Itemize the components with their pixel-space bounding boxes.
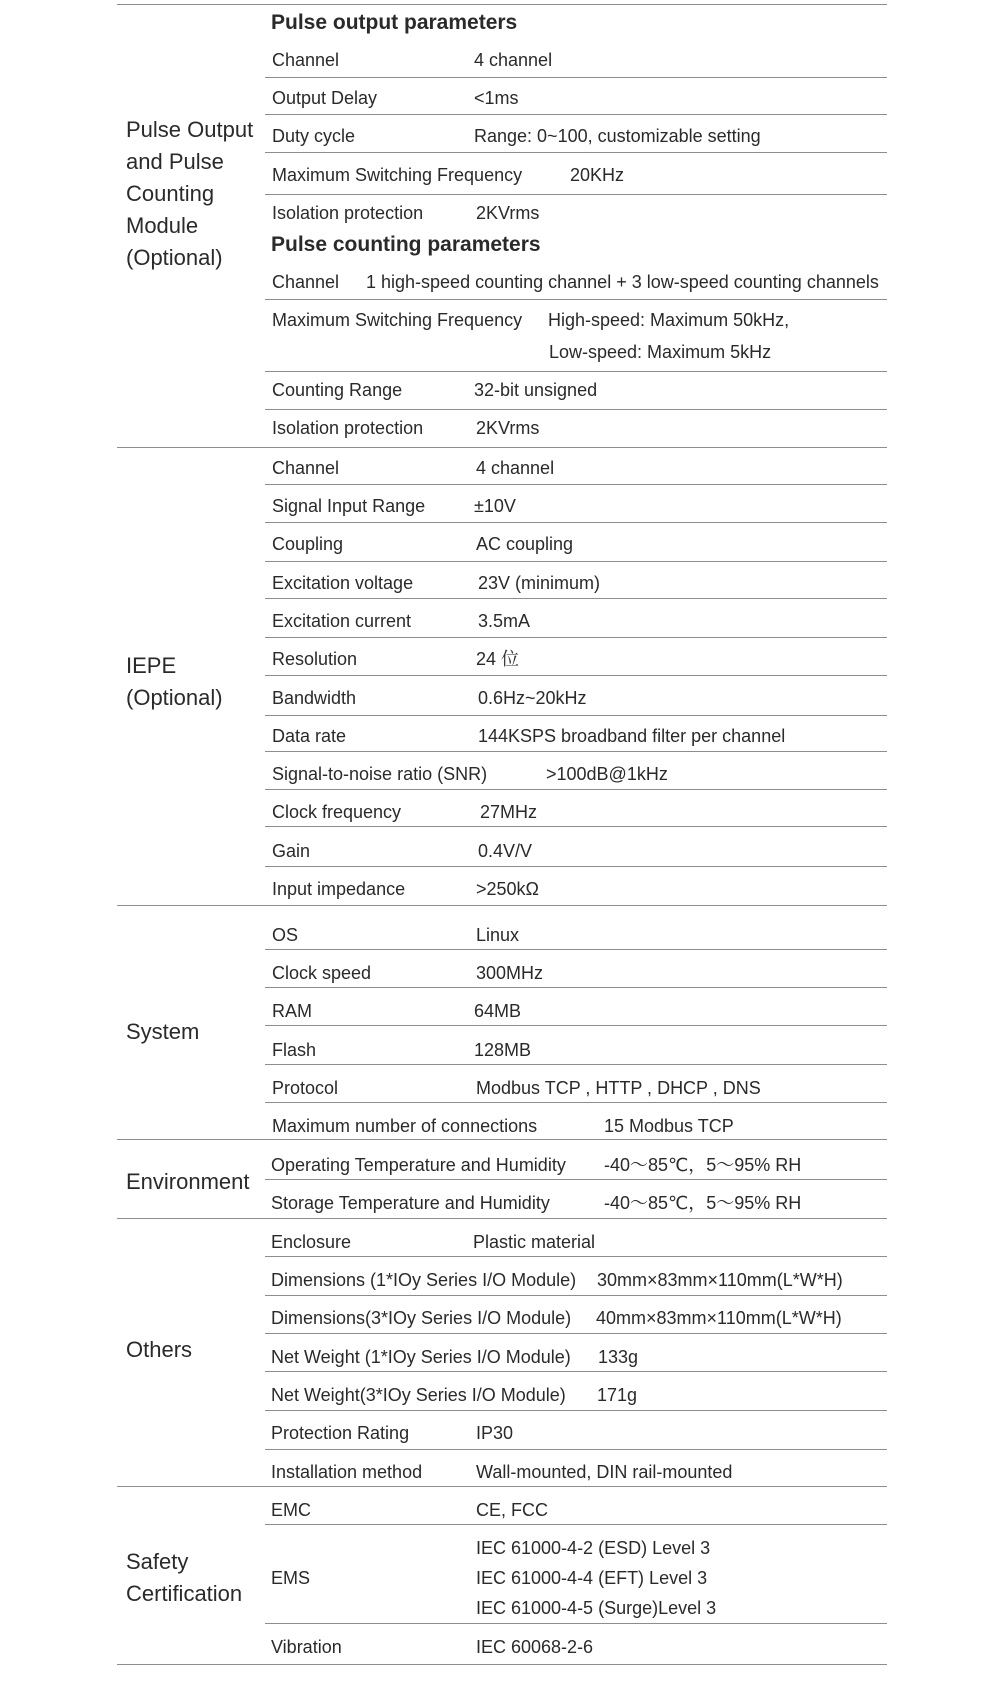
table-bottom-border	[117, 1664, 887, 1665]
spec-label: Channel	[272, 458, 340, 478]
spec-value: IP30	[476, 1423, 514, 1443]
row-divider	[265, 715, 887, 716]
row-divider	[265, 1333, 887, 1334]
spec-value: >250kΩ	[476, 879, 539, 899]
spec-value: 300MHz	[476, 963, 544, 983]
row-divider	[265, 1295, 887, 1296]
spec-value: Wall-mounted, DIN rail-mounted	[476, 1462, 733, 1482]
section-divider-safety	[117, 1486, 887, 1487]
row-divider	[265, 484, 887, 485]
row-divider	[265, 1623, 887, 1624]
spec-label: RAM	[272, 1001, 312, 1021]
spec-label: Maximum number of connections	[272, 1116, 538, 1136]
row-divider	[265, 1025, 887, 1026]
spec-value: 64MB	[474, 1001, 522, 1021]
spec-label: Isolation protection	[272, 418, 424, 438]
spec-value: 171g	[597, 1385, 638, 1405]
spec-value: <1ms	[474, 88, 519, 108]
spec-label: Clock speed	[272, 963, 372, 983]
spec-label: Net Weight(3*IOy Series I/O Module)	[271, 1385, 566, 1405]
spec-label: Isolation protection	[272, 203, 424, 223]
row-divider	[265, 1179, 887, 1180]
row-divider	[265, 152, 887, 153]
spec-label: Excitation voltage	[272, 573, 414, 593]
spec-label: EMC	[271, 1500, 311, 1520]
section-divider-iepe	[117, 447, 887, 448]
spec-value: 40mm×83mm×110mm(L*W*H)	[596, 1308, 842, 1328]
spec-value: 144KSPS broadband filter per channel	[478, 726, 786, 746]
spec-label: Data rate	[272, 726, 347, 746]
section-title-pulse-counting: Pulse counting parameters	[271, 233, 541, 256]
spec-label: Maximum Switching Frequency	[272, 165, 523, 185]
row-divider	[265, 675, 887, 676]
spec-label: Flash	[272, 1040, 317, 1060]
section-divider-environment	[117, 1139, 887, 1140]
spec-label: Protection Rating	[271, 1423, 410, 1443]
row-divider	[265, 1064, 887, 1065]
spec-label: Clock frequency	[272, 802, 402, 822]
row-divider	[265, 1524, 887, 1525]
table-top-border	[117, 4, 887, 5]
spec-label: Protocol	[272, 1078, 339, 1098]
spec-label: Resolution	[272, 649, 358, 669]
spec-value: 2KVrms	[476, 203, 540, 223]
spec-label: Vibration	[271, 1637, 342, 1657]
spec-value-line2: Low-speed: Maximum 5kHz	[549, 342, 772, 362]
spec-label: EMS	[271, 1568, 311, 1588]
spec-label: Dimensions(3*IOy Series I/O Module)	[271, 1308, 572, 1328]
spec-value: 0.4V/V	[478, 841, 533, 861]
spec-label: Counting Range	[272, 380, 403, 400]
category-others: Others	[126, 1337, 193, 1362]
spec-value-line3: IEC 61000-4-5 (Surge)Level 3	[476, 1598, 717, 1618]
spec-value: -40～85℃，5～95% RH	[604, 1193, 802, 1213]
spec-label: Enclosure	[271, 1232, 352, 1252]
section-divider-others	[117, 1218, 887, 1219]
spec-value: Linux	[476, 925, 520, 945]
spec-value: -40～85℃，5～95% RH	[604, 1155, 802, 1175]
spec-label: Channel	[272, 272, 340, 292]
section-title-pulse-output: Pulse output parameters	[271, 11, 518, 34]
spec-value: High-speed: Maximum 50kHz,	[548, 310, 790, 330]
row-divider	[265, 371, 887, 372]
row-divider	[265, 299, 887, 300]
row-divider	[265, 1102, 887, 1103]
spec-label: Installation method	[271, 1462, 423, 1482]
spec-value: AC coupling	[476, 534, 574, 554]
row-divider	[265, 789, 887, 790]
spec-value: Modbus TCP , HTTP , DHCP , DNS	[476, 1078, 761, 1098]
row-divider	[265, 522, 887, 523]
spec-label: Coupling	[272, 534, 344, 554]
spec-value: ±10V	[474, 496, 516, 516]
category-environment: Environment	[126, 1169, 250, 1194]
spec-label: Duty cycle	[272, 126, 356, 146]
spec-label: Dimensions (1*IOy Series I/O Module)	[271, 1270, 577, 1290]
spec-value: 4 channel	[474, 50, 553, 70]
spec-value-line2: IEC 61000-4-4 (EFT) Level 3	[476, 1568, 708, 1588]
spec-value: 23V (minimum)	[478, 573, 601, 593]
spec-label: Net Weight (1*IOy Series I/O Module)	[271, 1347, 571, 1367]
spec-label: Signal-to-noise ratio (SNR)	[272, 764, 488, 784]
spec-value: 20KHz	[570, 165, 625, 185]
category-safety: Safety Certification	[126, 1549, 243, 1606]
spec-value: >100dB@1kHz	[546, 764, 668, 784]
spec-value: 133g	[598, 1347, 639, 1367]
row-divider	[265, 1449, 887, 1450]
spec-value: 24 位	[476, 649, 520, 669]
row-divider	[265, 598, 887, 599]
row-divider	[265, 1371, 887, 1372]
row-divider	[265, 987, 887, 988]
spec-label: Bandwidth	[272, 688, 357, 708]
spec-value: 32-bit unsigned	[474, 380, 598, 400]
spec-label: OS	[272, 925, 299, 945]
spec-value: 15 Modbus TCP	[604, 1116, 734, 1136]
spec-label: Excitation current	[272, 611, 412, 631]
row-divider	[265, 637, 887, 638]
row-divider	[265, 866, 887, 867]
row-divider	[265, 194, 887, 195]
spec-label: Maximum Switching Frequency	[272, 310, 523, 330]
spec-value: CE, FCC	[476, 1500, 548, 1520]
spec-value: 0.6Hz~20kHz	[478, 688, 587, 708]
row-divider	[265, 114, 887, 115]
row-divider	[265, 561, 887, 562]
spec-value: IEC 61000-4-2 (ESD) Level 3	[476, 1538, 711, 1558]
spec-value: 2KVrms	[476, 418, 540, 438]
spec-label: Gain	[272, 841, 311, 861]
row-divider	[265, 1256, 887, 1257]
category-iepe: IEPE (Optional)	[126, 653, 223, 710]
row-divider	[265, 826, 887, 827]
spec-value: Plastic material	[473, 1232, 596, 1252]
row-divider	[265, 1410, 887, 1411]
spec-value: 4 channel	[476, 458, 555, 478]
spec-value: Range: 0~100, customizable setting	[474, 126, 761, 146]
spec-label: Channel	[272, 50, 340, 70]
spec-label: Operating Temperature and Humidity	[271, 1155, 566, 1175]
spec-label: Storage Temperature and Humidity	[271, 1193, 550, 1213]
spec-label: Input impedance	[272, 879, 406, 899]
category-system: System	[126, 1019, 200, 1044]
spec-value: 128MB	[474, 1040, 532, 1060]
spec-value: 27MHz	[480, 802, 538, 822]
spec-label: Output Delay	[272, 88, 378, 108]
spec-value: 30mm×83mm×110mm(L*W*H)	[597, 1270, 843, 1290]
spec-value: 3.5mA	[478, 611, 531, 631]
spec-value: 1 high-speed counting channel + 3 low-speed counting channels	[366, 272, 879, 292]
row-divider	[265, 949, 887, 950]
row-divider	[265, 77, 887, 78]
category-pulse: Pulse Output and Pulse Counting Module (Optional)	[126, 117, 254, 270]
row-divider	[265, 751, 887, 752]
spec-value: IEC 60068-2-6	[476, 1637, 594, 1657]
row-divider	[265, 409, 887, 410]
spec-label: Signal Input Range	[272, 496, 426, 516]
section-divider-system	[117, 905, 887, 906]
